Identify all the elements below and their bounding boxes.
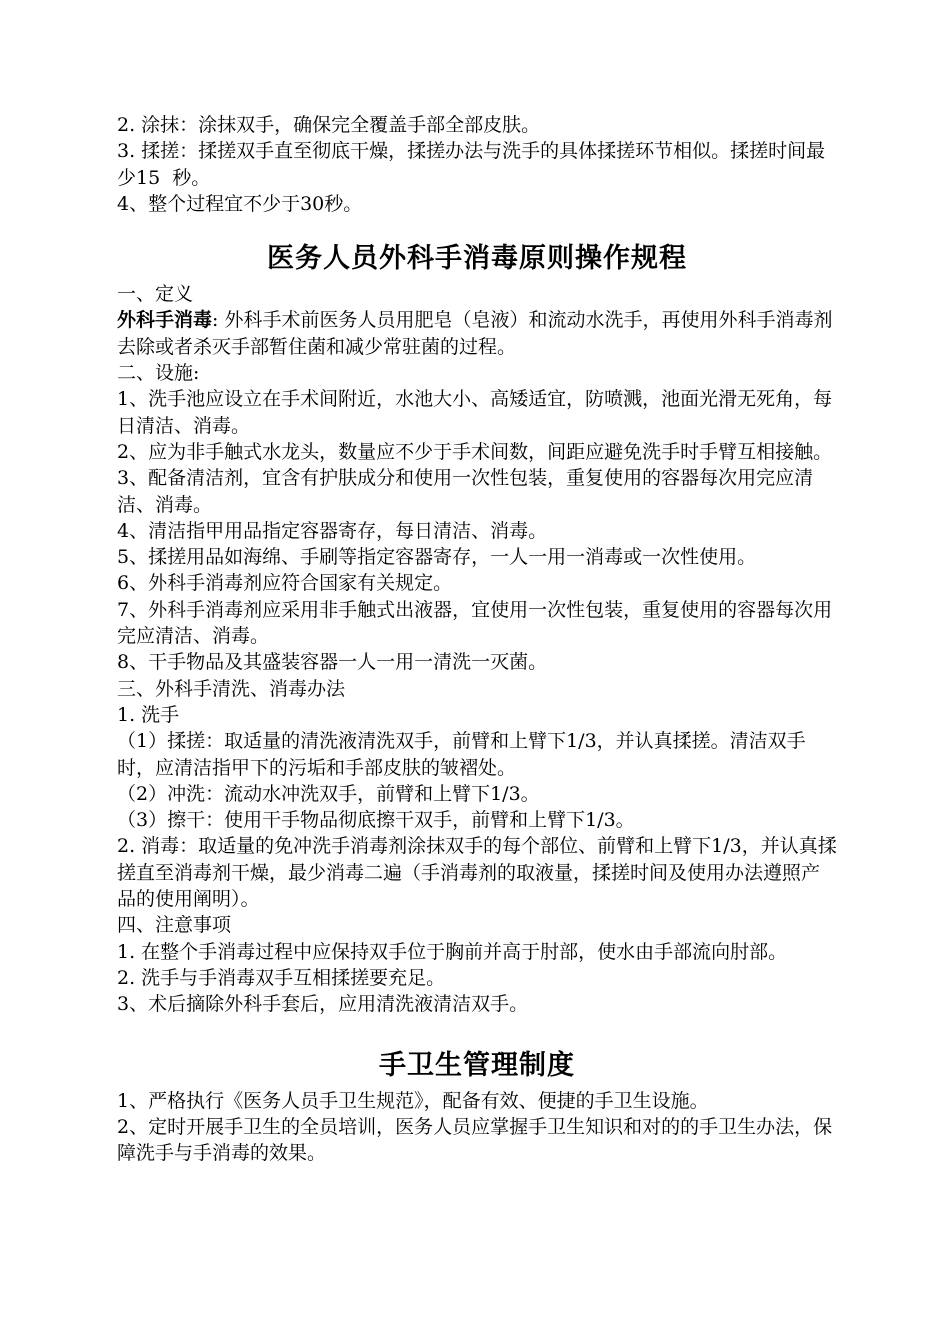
- list-item: （2）冲洗：流动水冲洗双手，前臂和上臂下1/3。: [117, 782, 540, 805]
- list-item: 4、清洁指甲用品指定容器寄存，每日清洁、消毒。: [117, 519, 548, 542]
- list-item: 2、定时开展手卫生的全员培训，医务人员应掌握手卫生知识和对的的手卫生办法，保障洗手与手消毒的效果。: [117, 1115, 833, 1165]
- document-page: [117, 112, 837, 1166]
- list-item: 6、外科手消毒剂应符合国家有关规定。: [117, 572, 453, 595]
- list-item: 1. 洗手: [117, 703, 180, 726]
- section-title: 手卫生管理制度: [379, 1049, 575, 1081]
- list-item: 1、严格执行《医务人员手卫生规范》，配备有效、便捷的手卫生设施。: [117, 1089, 709, 1112]
- list-item: 3、配备清洁剂，宜含有护肤成分和使用一次性包装，重复使用的容器每次用完应清洁、消毒。: [117, 467, 814, 516]
- list-item: 1、洗手池应设立在手术间附近，水池大小、高矮适宜，防喷溅，池面光滑无死角，每日清洁、消毒。: [117, 388, 833, 437]
- subheading: 三、外科手清洗、消毒办法: [117, 677, 346, 700]
- subheading: 四、注意事项: [117, 914, 232, 937]
- list-item: （3）擦干：使用干手物品彻底擦干双手，前臂和上臂下1/3。: [117, 809, 635, 832]
- definition-term: 外科手消毒: [117, 309, 213, 332]
- definition-paragraph: [117, 307, 837, 360]
- list-item: 2、应为非手触式水龙头，数量应不少于手术间数，间距应避免洗手时手臂互相接触。: [117, 440, 833, 463]
- list-item: 8、干手物品及其盛装容器一人一用一清洗一灭菌。: [117, 651, 548, 674]
- paragraph: 3. 揉搓：揉搓双手直至彻底干燥，揉搓办法与洗手的具体揉搓环节相似。揉搓时间最少15 秒。: [117, 140, 826, 189]
- paragraph: 2. 涂抹：涂抹双手，确保完全覆盖手部全部皮肤。: [117, 114, 541, 136]
- list-item: 2. 消毒：取适量的免冲洗手消毒剂涂抹双手的每个部位、前臂和上臂下1/3，并认真揉搓直至消毒剂干燥，最少消毒二遍（手消毒剂的取液量，揉搓时间及使用办法遵照产品的使用阐明）。: [117, 835, 837, 911]
- section-title: 医务人员外科手消毒原则操作规程: [267, 243, 687, 275]
- list-item: 5、揉搓用品如海绵、手刷等指定容器寄存，一人一用一消毒或一次性使用。: [117, 546, 757, 569]
- list-item: 3、术后摘除外科手套后，应用清洗液清洁双手。: [117, 993, 529, 1016]
- list-item: 7、外科手消毒剂应采用非手触式出液器，宜使用一次性包装，重复使用的容器每次用完应清洁、消毒。: [117, 598, 833, 648]
- list-item: 2. 洗手与手消毒双手互相揉搓要充足。: [117, 966, 446, 989]
- subheading: 一、定义: [117, 283, 194, 306]
- list-item: （1）揉搓：取适量的清洗液清洗双手，前臂和上臂下1/3，并认真揉搓。清洁双手时，应清洁指甲下的污垢和手部皮肤的皱褶处。: [117, 730, 806, 779]
- paragraph: 4、整个过程宜不少于30秒。: [117, 192, 363, 215]
- list-item: 1. 在整个手消毒过程中应保持双手位于胸前并高于肘部，使水由手部流向肘部。: [117, 940, 788, 963]
- definition-body: : 外科手术前医务人员用肥皂（皂液）和流动水洗手，再使用外科手消毒剂去除或者杀灭手部暂住菌和减少常驻菌的过程。: [117, 309, 833, 358]
- subheading: 二、设施:: [117, 362, 200, 385]
